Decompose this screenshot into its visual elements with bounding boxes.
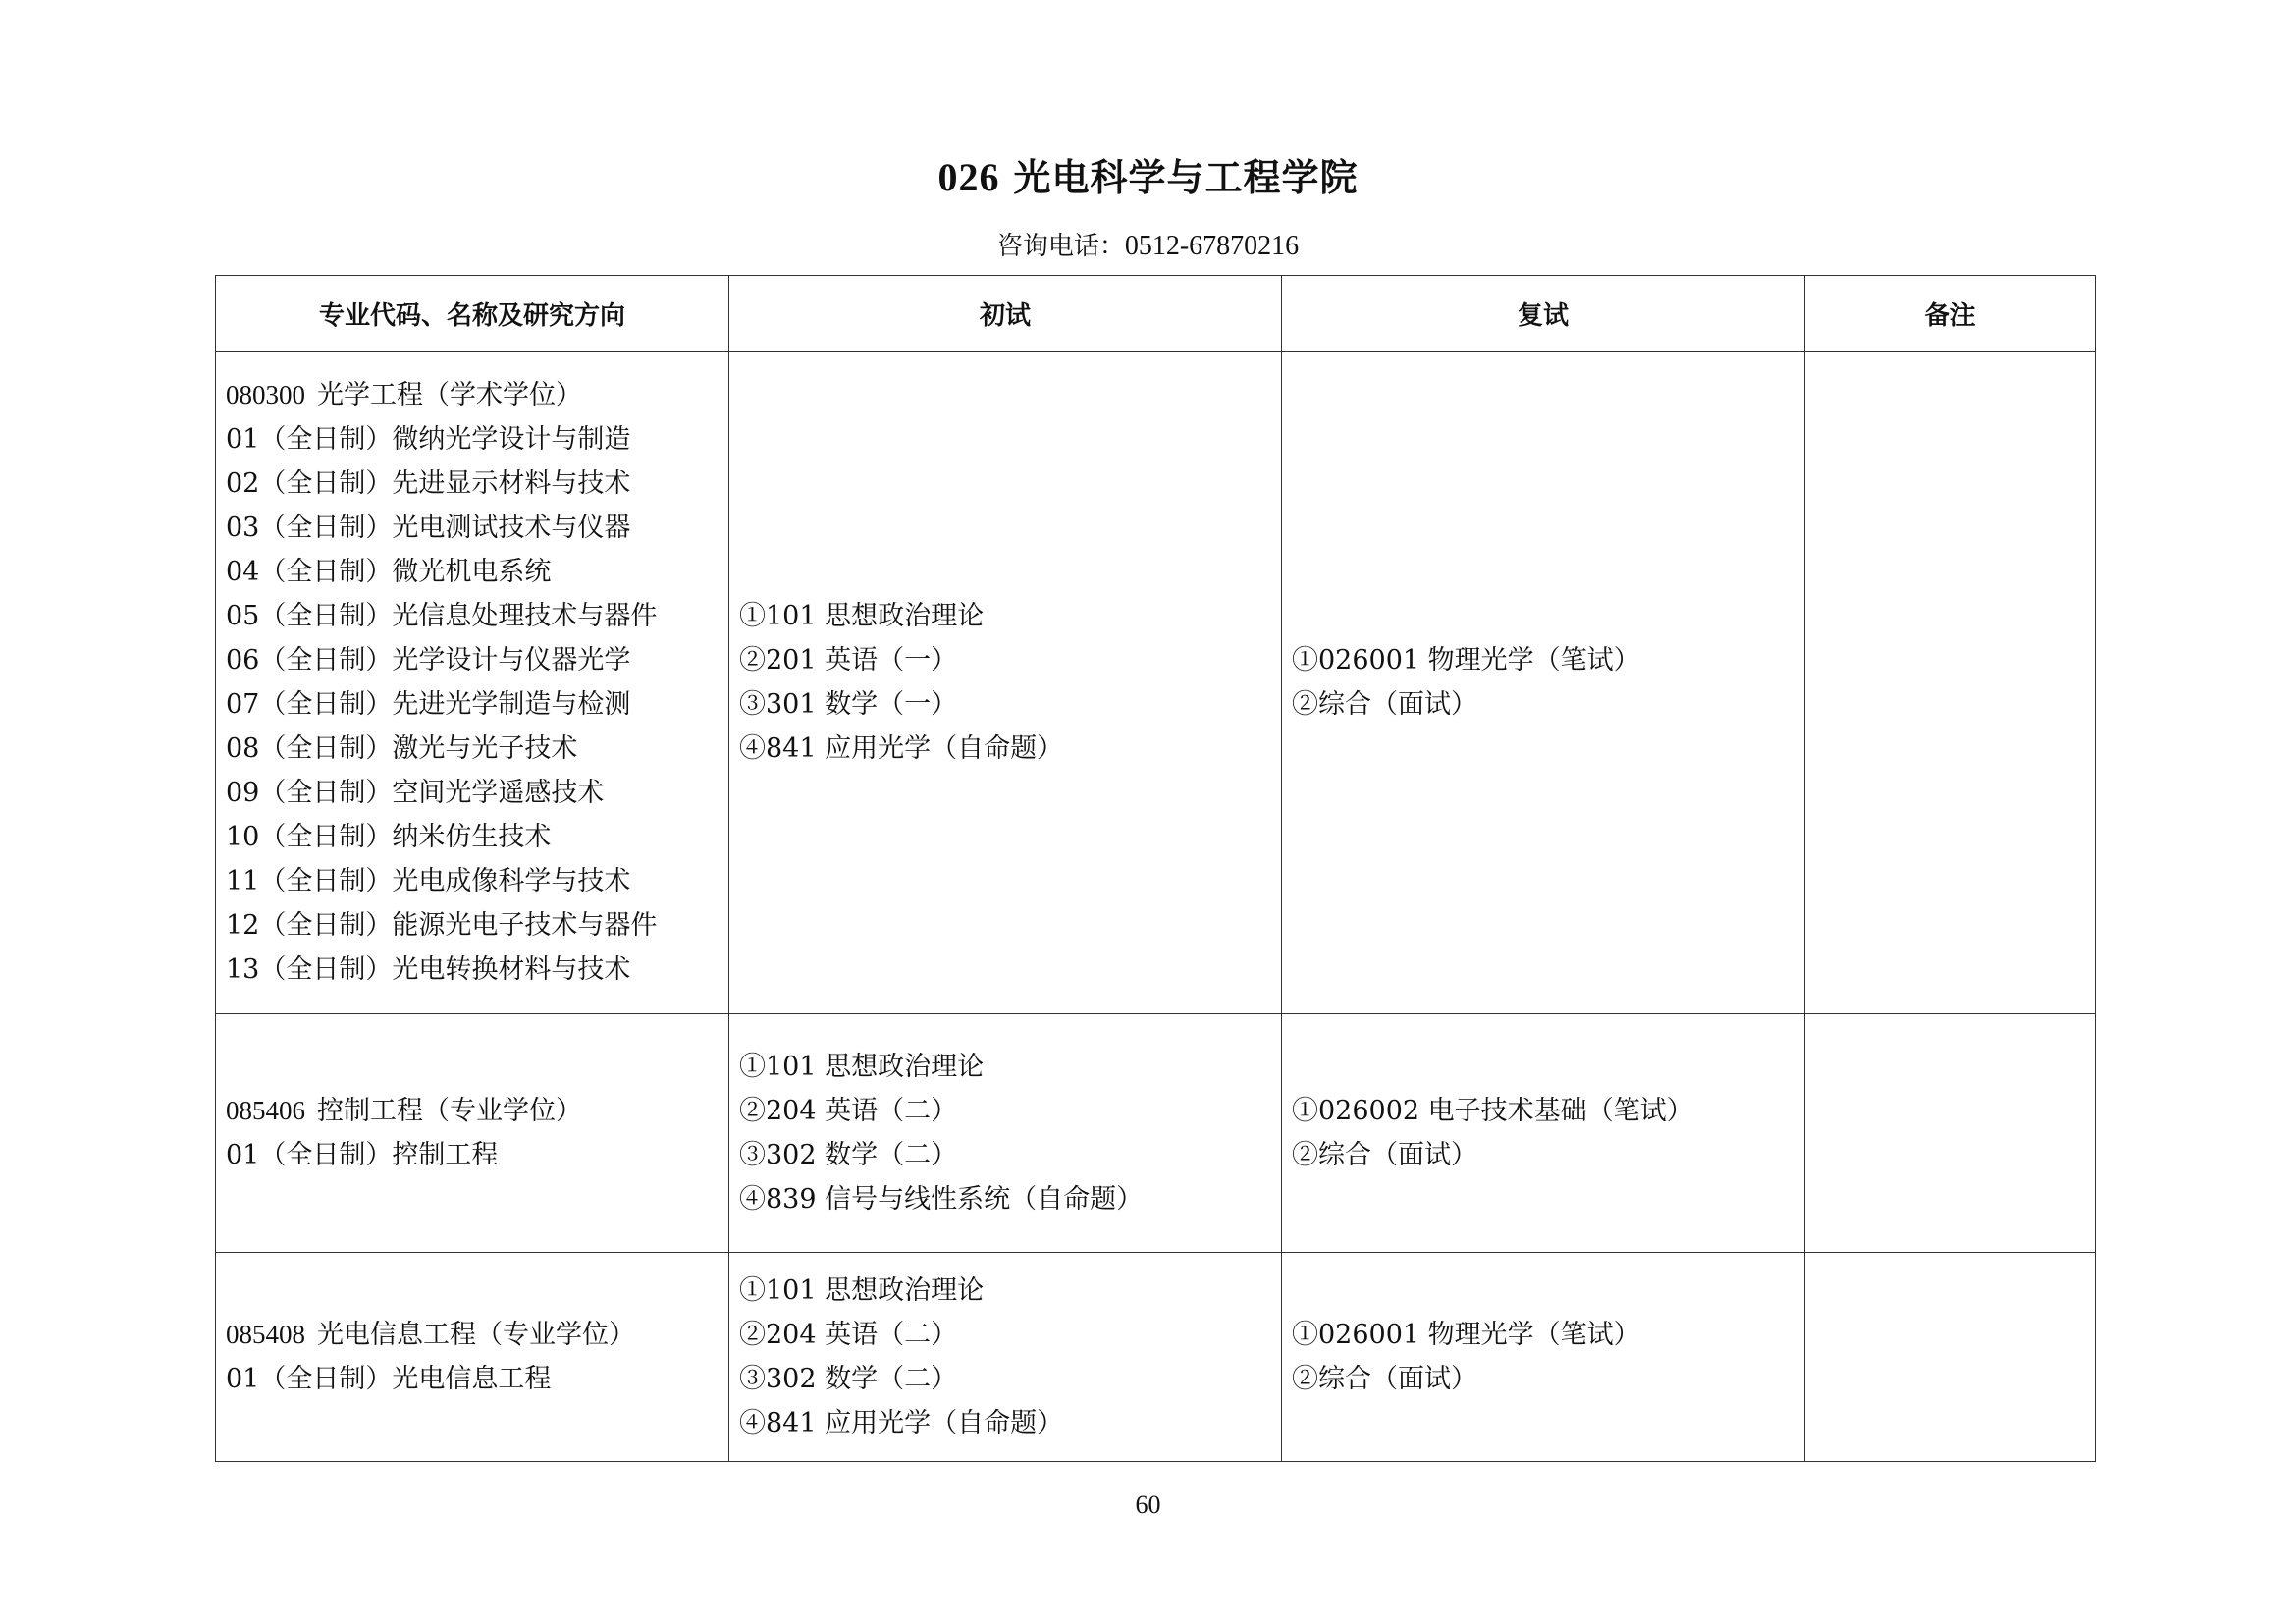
retest-subject: ①026001 物理光学（笔试） — [1292, 1320, 1640, 1350]
notes-cell — [1805, 1014, 2096, 1253]
major-code: 085408 — [226, 1320, 305, 1349]
retest-subject: ②综合（面试） — [1292, 1140, 1477, 1170]
direction-item: 08（全日制）激光与光子技术 — [226, 733, 578, 764]
exam-subject: ①101 思想政治理论 — [739, 1275, 985, 1306]
table-header-row — [216, 276, 2096, 352]
exam-subject: ②204 英语（二） — [739, 1096, 958, 1126]
phone-label: 咨询电话： — [996, 232, 1125, 261]
direction-item: 05（全日制）光信息处理技术与器件 — [226, 601, 658, 631]
consult-phone — [0, 226, 2296, 262]
direction-item: 01（全日制）光电信息工程 — [226, 1364, 552, 1394]
table-row — [216, 1014, 2096, 1253]
exam-subject: ③301 数学（一） — [739, 689, 958, 720]
direction-item: 06（全日制）光学设计与仪器光学 — [226, 645, 631, 676]
page-number: 60 — [1135, 1490, 1161, 1519]
exam-subject: ①101 思想政治理论 — [739, 1052, 985, 1082]
exam-subject: ③302 数学（二） — [739, 1140, 958, 1170]
direction-item: 03（全日制）光电测试技术与仪器 — [226, 513, 631, 543]
retest-subject: ②综合（面试） — [1292, 689, 1477, 720]
direction-item: 10（全日制）纳米仿生技术 — [226, 822, 552, 852]
retest-subject: ①026001 物理光学（笔试） — [1292, 645, 1640, 676]
major-code: 080300 — [226, 380, 305, 409]
exam-subject: ①101 思想政治理论 — [739, 601, 985, 631]
major-heading — [226, 1089, 719, 1133]
initial-exam-cell — [729, 1253, 1282, 1462]
major-heading — [226, 1313, 719, 1357]
retest-cell — [1282, 352, 1805, 1014]
header-initial-exam: 初试 — [729, 276, 1282, 352]
direction-item: 01（全日制）控制工程 — [226, 1140, 499, 1170]
major-cell — [216, 1014, 729, 1253]
header-major: 专业代码、名称及研究方向 — [216, 276, 729, 352]
notes-cell — [1805, 1253, 2096, 1462]
direction-item: 12（全日制）能源光电子技术与器件 — [226, 910, 658, 941]
header-retest: 复试 — [1282, 276, 1805, 352]
major-cell — [216, 352, 729, 1014]
retest-subject: ①026002 电子技术基础（笔试） — [1292, 1096, 1693, 1126]
notes-cell — [1805, 352, 2096, 1014]
retest-cell — [1282, 1253, 1805, 1462]
direction-item: 04（全日制）微光机电系统 — [226, 557, 552, 587]
major-cell — [216, 1253, 729, 1462]
page-title — [0, 147, 2296, 201]
direction-item: 13（全日制）光电转换材料与技术 — [226, 954, 631, 985]
major-name: 控制工程（专业学位） — [317, 1096, 582, 1126]
direction-item: 02（全日制）先进显示材料与技术 — [226, 468, 631, 499]
initial-exam-cell — [729, 352, 1282, 1014]
exam-subject: ②201 英语（一） — [739, 645, 958, 676]
table-row — [216, 352, 2096, 1014]
exam-subject: ④841 应用光学（自命题） — [739, 1408, 1064, 1438]
exam-subject: ③302 数学（二） — [739, 1364, 958, 1394]
retest-subject: ②综合（面试） — [1292, 1364, 1477, 1394]
major-code: 085406 — [226, 1096, 305, 1125]
school-code: 026 — [937, 155, 1000, 199]
major-name: 光学工程（学术学位） — [317, 380, 582, 410]
exam-subject: ④841 应用光学（自命题） — [739, 733, 1064, 764]
major-name: 光电信息工程（专业学位） — [317, 1320, 635, 1350]
exam-subject: ②204 英语（二） — [739, 1320, 958, 1350]
table-row — [216, 1253, 2096, 1462]
direction-item: 09（全日制）空间光学遥感技术 — [226, 778, 605, 808]
direction-item: 07（全日制）先进光学制造与检测 — [226, 689, 631, 720]
direction-item: 01（全日制）微纳光学设计与制造 — [226, 424, 631, 455]
initial-exam-cell — [729, 1014, 1282, 1253]
header-notes: 备注 — [1805, 276, 2096, 352]
program-table — [215, 275, 2096, 1462]
retest-cell — [1282, 1014, 1805, 1253]
phone-number: 0512-67870216 — [1124, 231, 1300, 261]
exam-subject: ④839 信号与线性系统（自命题） — [739, 1184, 1144, 1215]
direction-item: 11（全日制）光电成像科学与技术 — [226, 866, 631, 896]
school-name: 光电科学与工程学院 — [1013, 156, 1359, 199]
major-heading — [226, 373, 719, 417]
